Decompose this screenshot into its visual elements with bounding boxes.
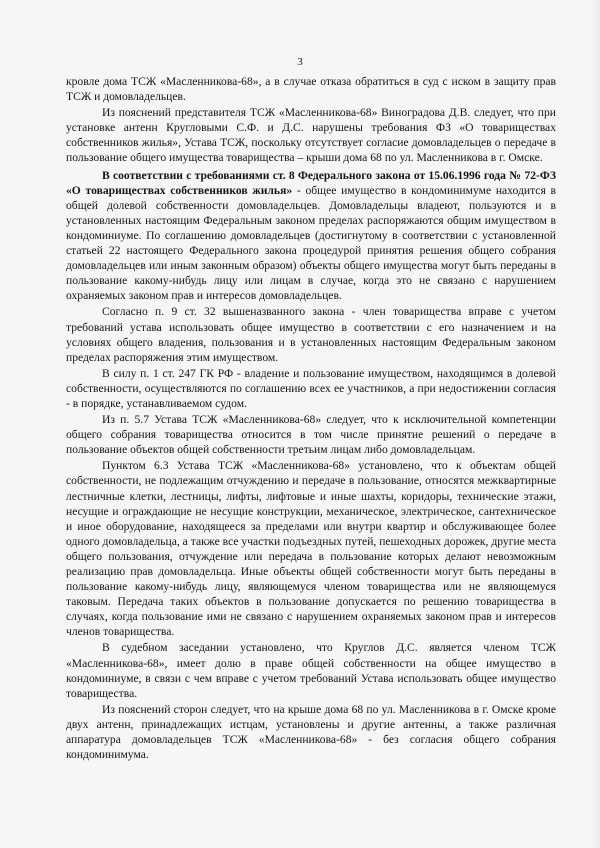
paragraph-parties-explanation: Из пояснений сторон следует, что на крыше дома 68 по ул. Масленникова в г. Омске кроме двух антенн, принадлежащих истцам, установлены и другие антенны, а также различная аппаратура домовладельцев ТСЖ «Масленникова-68» - без согласия общего собрания кондоминимума. [66, 702, 556, 762]
paragraph-lead-bold: В соответствии с требованиями ст. 8 Федерального закона от 15.06.1996 года № 72-ФЗ «О товариществах собственников жилья» [66, 168, 556, 197]
paragraph-court-findings: В судебном заседании установлено, что Круглов Д.С. является членом ТСЖ «Масленникова-68», имеет долю в праве общей собственности на общее имущество в кондоминиуме, в связи с чем вправе с учетом требований Устава использовать общее имущество товарищества. [66, 641, 556, 700]
document-body [66, 74, 556, 762]
paragraph-continuation: кровле дома ТСЖ «Масленникова-68», а в случае отказа обратиться в суд с иском в защиту прав ТСЖ и домовладельцев. [66, 75, 556, 104]
paragraph-federal-law-article-8 [66, 168, 556, 304]
paragraph-charter-6-3: Пунктом 6.3 Устава ТСЖ «Масленникова-68» установлено, что к объектам общей собственности, не подлежащим отчуждению и передаче в пользование, относятся межквартирные лестничные клетки, лестницы, лифты, лифтовые и иные шахты, коридоры, технические этажи, несущие и ограждающие не несущие конструкции, механическое, электрическое, сантехническое и иное оборудование, находящееся за пределами или внутри квартир и обслуживающее более одного домовладельца, а также все участки подъездных путей, пешеходных дорожек, другие места общего пользования, отчуждение или передача в пользование которых делают невозможным реализацию прав домовладельца. Иные объекты общей собственности могут быть переданы в пользование какому-нибудь лицу, являющемуся членом товарищества или не являющемуся таковым. Передача таких объектов в пользование допускается по решению товарищества в случаях, когда пользование ими не связано с нарушением охраняемых законом прав и интересов членов товарищества. [66, 459, 556, 639]
scan-edge-shadow [590, 0, 600, 848]
paragraph-article-32: Согласно п. 9 ст. 32 вышеназванного закона - член товарищества вправе с учетом требований устава использовать общее имущество в соответствии с его назначением и на условиях общего владения, пользования и в установленных настоящим Федеральным законом пределах распоряжения этим имуществом. [66, 305, 556, 364]
paragraph-representative-explanation: Из пояснений представителя ТСЖ «Масленникова-68» Виноградова Д.В. следует, что при установке антенн Кругловыми С.Ф. и Д.С. нарушены требования ФЗ «О товариществах собственников жилья», Устава ТСЖ, поскольку отсутствует согласие домовладельцев о передаче в пользование общего имущества товарищества – крыши дома 68 по ул. Масленникова в г. Омске. [66, 106, 556, 165]
paragraph-civil-code-247: В силу п. 1 ст. 247 ГК РФ - владение и пользование имуществом, находящимся в долевой собственности, осуществляются по соглашению всех ее участников, а при недостижении согласия - в порядке, устанавливаемом судом. [66, 366, 556, 410]
paragraph-body: - общее имущество в кондоминимуме находится в общей долевой собственности домовладельцев. Домовладельцы владеют, пользуются и в установленных настоящим Федеральным законом пределах распоряжаются общим имуществом в кондоминиуме. По соглашению домовладельцев (достигнутому в соответствии с установленной статьей 22 настоящего Федерального закона процедурой принятия решения общего собрания домовладельцев или иным законным образом) объекты общего имущества могут быть переданы в пользование какому-нибудь лицу или лицам в случае, когда это не связано с нарушением охраняемых законом прав и интересов домовладельцев. [66, 183, 556, 303]
paragraph-charter-5-7: Из п. 5.7 Устава ТСЖ «Масленникова-68» следует, что к исключительной компетенции общего собрания товарищества относится в том числе принятие решений о передаче в пользование объектов общей собственности третьим лицам либо домовладельцам. [66, 413, 556, 457]
page-number: 3 [297, 56, 303, 68]
